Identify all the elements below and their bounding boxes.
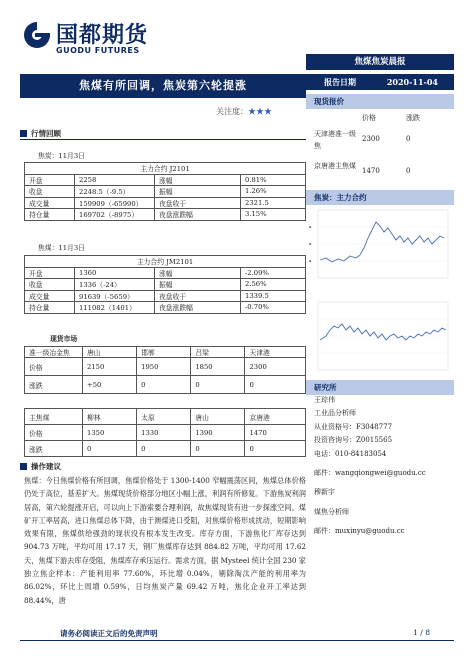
svg-text:▪: ▪ [309,242,312,246]
coke-contract-table [24,162,306,221]
report-date-label: 报告日期 [324,77,356,87]
analyst-email[interactable]: 邮件：muxinyu@guodu.cc [314,527,405,536]
analyst-line: 从业资格号：F3048777 [314,422,393,431]
analyst-email[interactable]: 邮件：wangqiongwei@guodu.cc [314,469,426,478]
quote-price: 2300 [362,135,380,143]
coal-contract-table [24,255,306,314]
quote-change: 0 [406,167,411,175]
coke-price-chart [308,208,452,290]
coke-spot-table [24,346,306,394]
svg-text:▪: ▪ [309,259,312,263]
coke-price-line [320,222,444,262]
table-row: 收盘 1336（-24） 振幅 2.56% [25,279,306,291]
quote-name: 天津港准一级焦 [314,130,356,150]
analyst-line: 煤焦分析师 [314,507,349,516]
table-row: 开盘 2258 涨幅 0.81% [25,174,306,186]
company-logo [22,18,152,68]
spot-market-heading: 现货市场 [50,335,78,343]
table-row: 价格 2150 1950 1850 2300 [25,358,306,376]
section-heading: 行情回顾 [31,129,61,138]
page-number: 1 / 8 [413,628,430,637]
operation-text: 焦煤：今日焦煤价格有所回调，焦煤价格处于 1300-1400 窄幅震荡区间，焦煤总体价格仍处于高位，基差扩大。焦煤现货价格部分地区小幅上涨，利润有所修复。下游焦炭利润居高，第六轮提涨开启，可以向上下游索要合理利润，故焦煤现货有进一步探涨空间。煤矿开工率居高，进口焦煤总体下降，由于澳煤进口受阻，对焦煤价格形成扰动，短期影响效果有限，焦煤供给强劲的现状没有根本发生改变。库存方面，下游焦化厂库存达到 904.73 万吨，平均可用 17.17 天，钢厂焦煤库存达到 884.82 万吨，平均可用 17.62 天，焦煤下游去库存受阻，焦煤库存承压运行。需求方面，据 Mysteel 统计全国 230 家独立焦企样本：产能利用率 77.60%，环比增 0.04%，剔除淘汰产能的利用率为 86.02%，环比上周增 0.59%，日均焦炭产量 69.42 万吨，焦化企业开工率达到 88.44%，唐 [24,476,306,605]
table-row: 持仓量 169702（-8975） 夜盘涨跌幅 3.15% [25,209,306,221]
report-date-value: 2020-11-04 [386,77,438,87]
report-title: 焦煤有所回调，焦炭第六轮提涨 [20,74,306,98]
footer-disclaimer: 请务必阅读正文后的免责声明 [60,629,158,638]
table-caption: 主力合约 J2101 [25,163,306,175]
section-heading: 操作建议 [31,462,61,471]
table-row: 涨跌 0 0 0 0 [25,441,306,457]
table-row: 涨跌 +50 0 0 0 [25,376,306,394]
table-row: 成交量 91639（-5659） 夜盘收于 1339.5 [25,290,306,302]
table-header: 主焦煤 柳林 太原 唐山 京唐港 [25,409,306,425]
coal-price-line [320,324,446,340]
section-market-review [20,128,61,139]
analyst-line: 工业品分析师 [314,409,356,418]
analyst-line: 穆新宇 [314,488,335,497]
spot-quote-heading: 现货报价 [306,94,454,109]
table-row: 成交量 159909（-65990） 夜盘收于 2321.5 [25,197,306,209]
analyst-line: 电话：010-84183054 [314,449,387,458]
analyst-block [314,394,426,539]
analyst-line: 王琮伟 [314,396,335,404]
research-heading: 研究所 [306,380,454,395]
table-header: 准一级冶金焦 唐山 邯郸 吕梁 天津港 [25,347,306,358]
footer-divider [20,640,454,641]
coal-date: 焦煤：11月3日 [38,244,85,252]
brand-name-cn: 国都期货 [56,23,149,48]
report-type: 焦煤焦炭晨报 [306,54,454,70]
attention-stars: ★★★ [248,107,272,116]
quote-change: 0 [406,135,411,143]
section-square-icon [20,463,27,470]
brand-name-en: GUODU FUTURES [56,46,140,55]
coal-spot-table [24,408,306,457]
analyst-line: 投资咨询号：Z0015565 [314,436,393,445]
logo-mark-icon [22,20,52,50]
report-date-bar [306,74,454,90]
quote-col-change: 涨跌 [406,114,420,122]
attention-rating [216,106,272,117]
table-row: 收盘 2248.5（-9.5） 振幅 1.26% [25,186,306,198]
quote-col-price: 价格 [362,114,376,122]
table-row: 持仓量 111082（1401） 夜盘涨跌幅 -0.70% [25,302,306,314]
coke-date: 焦炭：11月3日 [38,152,85,160]
coke-chart-heading: 焦炭：主力合约 [306,190,454,205]
quote-price: 1470 [362,167,380,175]
attention-label: 关注度： [216,107,248,116]
quote-name: 京唐港主焦煤 [314,162,356,170]
svg-text:▪: ▪ [309,225,312,229]
section-square-icon [20,130,27,137]
divider [20,139,306,140]
table-row: 开盘 1360 涨幅 -2.09% [25,267,306,279]
coal-price-chart [308,300,452,382]
table-row: 价格 1350 1330 1390 1470 [25,425,306,441]
table-caption: 主力合约 JM2101 [25,256,306,268]
section-operation [20,461,61,472]
